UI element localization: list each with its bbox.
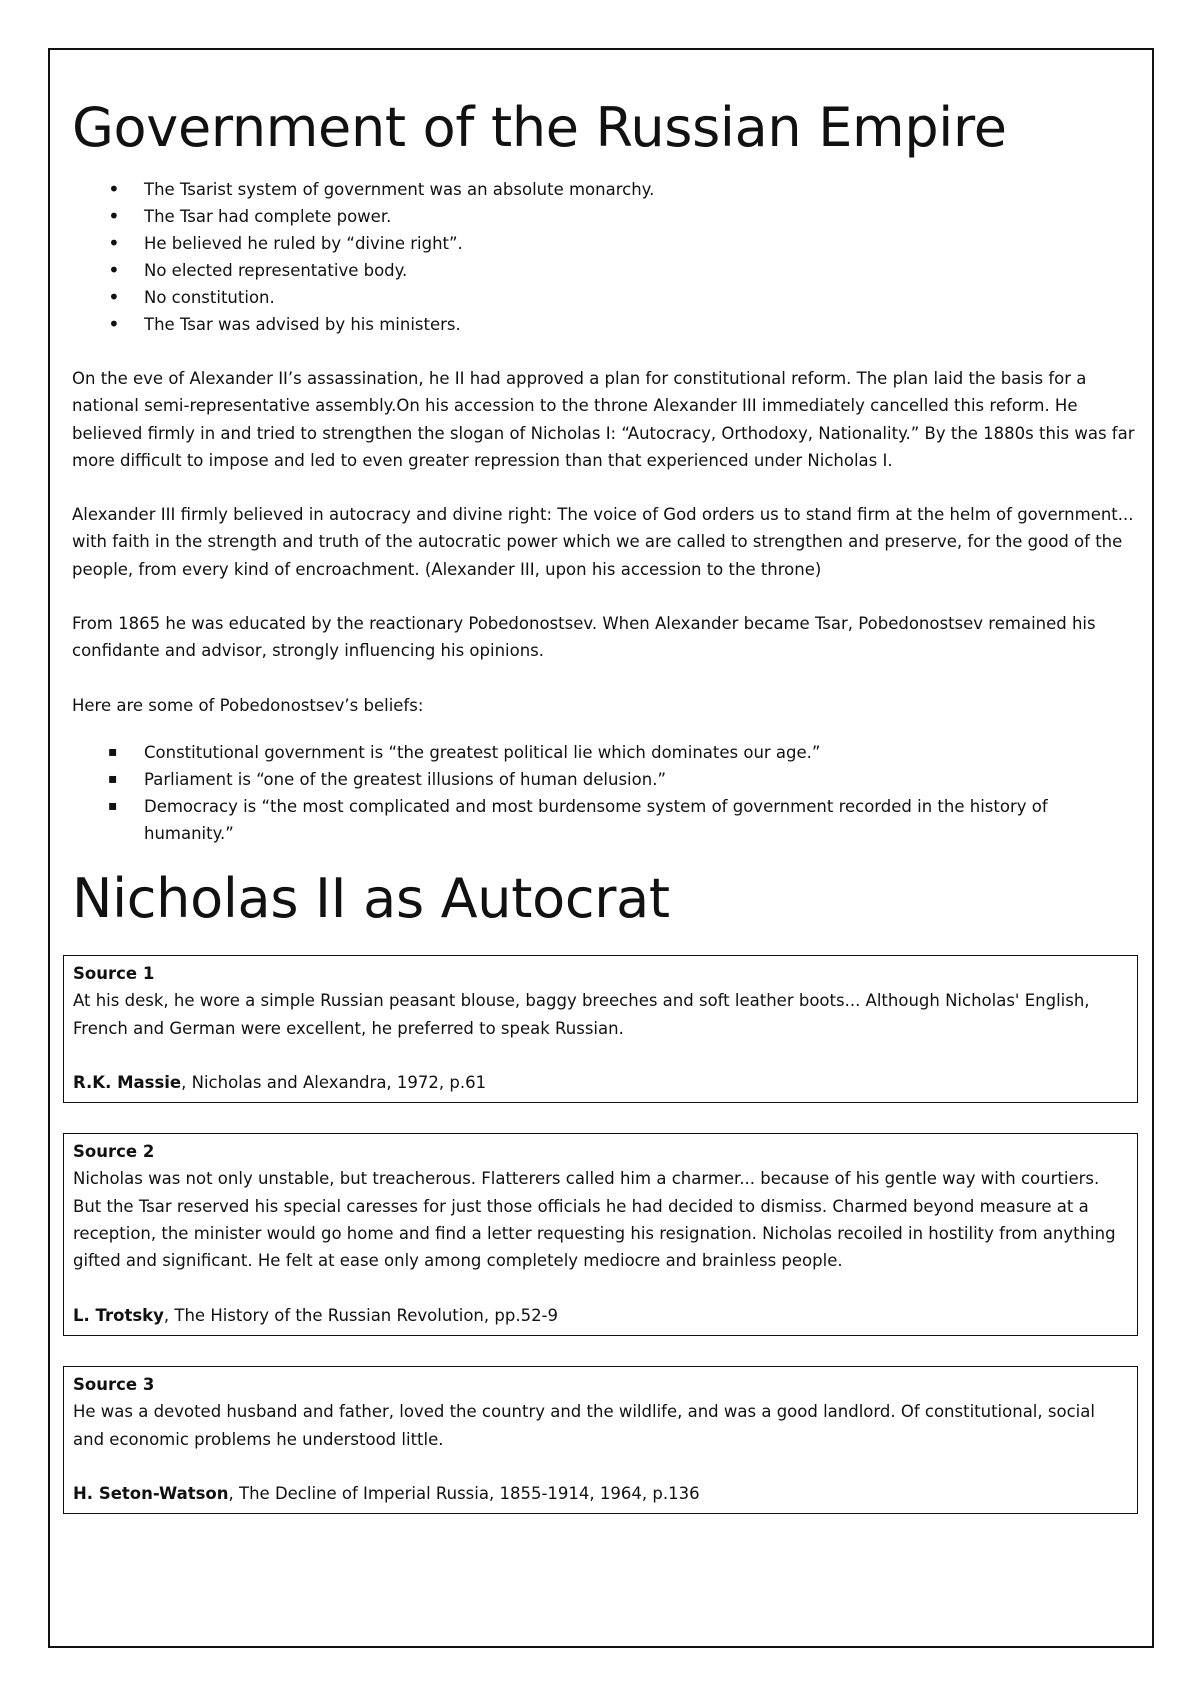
beliefs-intro: Here are some of Pobedonostsev’s beliefs: — [72, 695, 424, 715]
source-text: Nicholas was not only unstable, but treacherous. Flatterers called him a charmer... because of his gentle way with courtiers. But the Tsar reserved his special caresses for just those officials he had decided to dismiss. Charmed beyond measure at a reception, the minister would go home and find a letter requesting his resignation. Nicholas recoiled in hostility from anything gifted and significant. He felt at ease only among completely mediocre and brainless people. — [73, 1169, 1116, 1271]
source-citation — [73, 1480, 1128, 1507]
source-reference: , The Decline of Imperial Russia, 1855-1914, 1964, p.136 — [228, 1483, 700, 1503]
section-title-government: Government of the Russian Empire — [72, 96, 1007, 159]
source-reference: , Nicholas and Alexandra, 1972, p.61 — [181, 1072, 487, 1092]
list-item: • The Tsar was advised by his ministers. — [72, 311, 1136, 338]
spacer — [72, 338, 1136, 365]
source-heading: Source 2 — [73, 1142, 155, 1162]
source-reference: , The History of the Russian Revolution, pp.52-9 — [163, 1305, 559, 1325]
source-author: L. Trotsky — [73, 1305, 164, 1325]
source-text: He was a devoted husband and father, loved the country and the wildlife, and was a good landlord. Of constitutional, social and economic problems he understood little. — [73, 1402, 1095, 1449]
spacer — [72, 665, 1136, 692]
spacer — [72, 474, 1136, 501]
source-citation — [73, 1302, 1128, 1329]
list-item: ▪ Constitutional government is “the greatest political lie which dominates our age.” — [72, 739, 1136, 766]
spacer — [73, 1453, 1128, 1480]
spacer — [73, 1042, 1128, 1069]
list-item: • No elected representative body. — [72, 257, 1136, 284]
source-heading: Source 3 — [73, 1374, 155, 1394]
paragraph-pobedonostsev: From 1865 he was educated by the reactionary Pobedonostsev. When Alexander became Tsar, Pobedonostsev remained his confidante and advisor, strongly influencing his opinions. — [72, 614, 1096, 661]
source-text: At his desk, he wore a simple Russian peasant blouse, baggy breeches and soft leather boots... Although Nicholas' English, French and German were excellent, he preferred to speak Russian. — [73, 991, 1090, 1038]
list-item: • The Tsarist system of government was an absolute monarchy. — [72, 176, 1136, 203]
source-box-3 — [63, 1366, 1138, 1514]
list-item: • No constitution. — [72, 284, 1136, 311]
spacer — [73, 1275, 1128, 1302]
source-box-1 — [63, 955, 1138, 1103]
paragraph-assassination: On the eve of Alexander II’s assassination, he II had approved a plan for constitutional reform. The plan laid the basis for a national semi-representative assembly.On his accession to the throne Alexander III immediately cancelled this reform. He believed firmly in and tried to strengthen the slogan of Nicholas I: “Autocracy, Orthodoxy, Nationality.” By the 1880s this was far more difficult to impose and led to even greater repression than that experienced under Nicholas I. — [72, 369, 1135, 470]
section-title-nicholas: Nicholas II as Autocrat — [72, 866, 670, 930]
source-author: H. Seton-Watson — [73, 1483, 229, 1503]
beliefs-list — [72, 739, 1136, 847]
source-author: R.K. Massie — [73, 1072, 182, 1092]
list-item: • The Tsar had complete power. — [72, 203, 1136, 230]
government-bullet-list — [72, 176, 1136, 338]
source-citation — [73, 1069, 1128, 1096]
document-content — [72, 94, 1136, 1544]
list-item: ▪ Democracy is “the most complicated and most burdensome system of government recorded in the history of humanity.” — [72, 793, 1136, 847]
source-heading: Source 1 — [73, 963, 155, 983]
spacer — [72, 719, 1136, 739]
list-item: • He believed he ruled by “divine right”. — [72, 230, 1136, 257]
spacer — [72, 583, 1136, 610]
list-item: ▪ Parliament is “one of the greatest illusions of human delusion.” — [72, 766, 1136, 793]
source-box-2 — [63, 1133, 1138, 1336]
paragraph-divine-right: Alexander III firmly believed in autocracy and divine right: The voice of God orders us to stand firm at the helm of government... with faith in the strength and truth of the autocratic power which we are called to strengthen and preserve, for the good of the people, from every kind of encroachment. (Alexander III, upon his accession to the throne) — [72, 505, 1134, 579]
